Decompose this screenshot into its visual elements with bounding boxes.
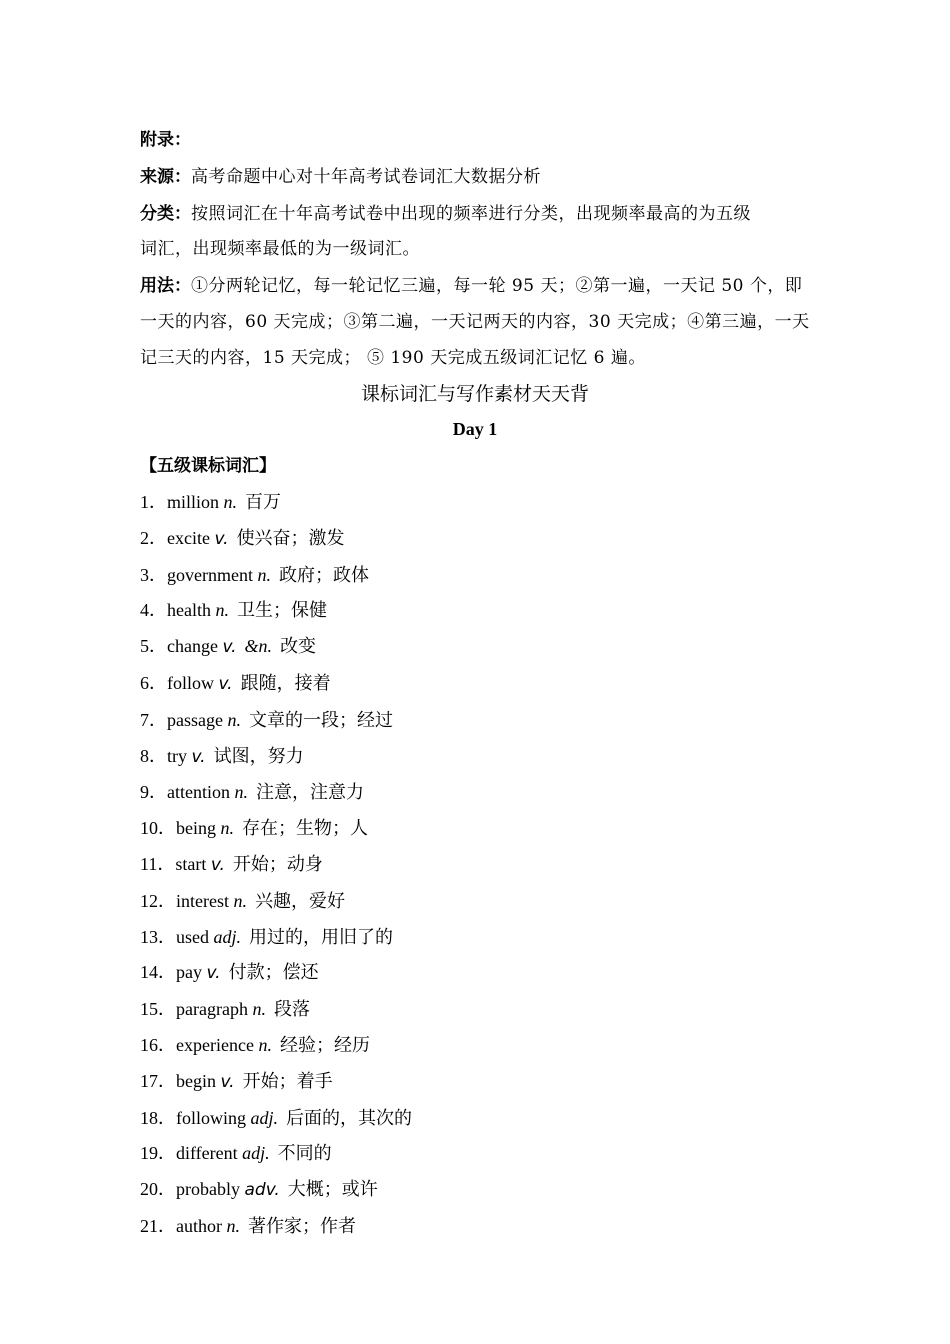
list-item [140, 992, 810, 1028]
entry-part-of-speech: v. [206, 963, 221, 984]
entry-word: probably [176, 1179, 245, 1200]
entry-part-of-speech: v. [210, 854, 225, 875]
entry-part-of-speech: adj. [242, 1143, 270, 1164]
entry-meaning: 注意，注意力 [255, 782, 364, 803]
category-text: 按照词汇在十年高考试卷中出现的频率进行分类，出现频率最高的为五级 [191, 203, 751, 224]
entry-meaning: 不同的 [277, 1143, 332, 1164]
entry-number: 14． [140, 962, 176, 983]
usage-label: 用法： [140, 276, 191, 297]
entry-part-of-speech: adj. [250, 1107, 279, 1128]
entry-word: being [176, 818, 221, 839]
entry-part-of-speech: v. [218, 673, 233, 694]
usage-text-continued-1: 一天的内容，60 天完成；③第二遍，一天记两天的内容，30 天完成；④第三遍，一天 [140, 311, 810, 332]
list-item [140, 739, 810, 776]
entry-meaning: 试图，努力 [213, 745, 304, 766]
entry-part-of-speech: v. [220, 1071, 235, 1092]
entry-number: 4． [140, 600, 167, 621]
entry-part-of-speech: n. [227, 709, 241, 730]
list-item [140, 485, 810, 521]
entry-word: excite [167, 527, 215, 548]
entry-number: 8． [140, 745, 167, 766]
entry-number: 3． [140, 564, 167, 585]
entry-part-of-speech: adv. [244, 1180, 280, 1201]
entry-number: 12． [140, 890, 176, 911]
entry-word: passage [167, 709, 228, 730]
vocabulary-list [140, 485, 810, 1245]
usage-text-continued-2: 记三天的内容，15 天完成； ⑤ 190 天完成五级词汇记忆 6 遍。 [140, 347, 646, 368]
entry-number: 16． [140, 1034, 176, 1055]
appendix-heading: 附录： [140, 130, 191, 150]
entry-meaning: 跟随，接着 [240, 672, 331, 693]
entry-word: following [176, 1107, 251, 1128]
entry-number: 9． [140, 782, 167, 803]
entry-number: 13． [140, 926, 176, 947]
list-item [140, 629, 810, 666]
entry-meaning: 段落 [273, 999, 310, 1020]
entry-word: different [176, 1143, 243, 1164]
entry-number: 5． [140, 636, 167, 657]
entry-number: 21． [140, 1215, 176, 1236]
list-item [140, 1101, 810, 1137]
entry-number: 20． [140, 1179, 176, 1200]
list-item [140, 1136, 810, 1172]
entry-meaning: 付款；偿还 [228, 962, 319, 983]
list-item [140, 955, 810, 992]
list-item [140, 666, 810, 703]
entry-meaning: 兴趣，爱好 [254, 890, 345, 911]
entry-number: 2． [140, 527, 167, 548]
entry-word: pay [176, 962, 207, 983]
entry-meaning: 使兴奋；激发 [236, 527, 345, 548]
entry-word: attention [167, 782, 235, 803]
category-text-continued: 词汇，出现频率最低的为一级词汇。 [140, 239, 420, 260]
entry-part-of-speech: n. [258, 1034, 272, 1055]
entry-word: million [167, 491, 224, 512]
list-item [140, 811, 810, 847]
source-line [140, 159, 810, 196]
entry-word: change [167, 636, 223, 657]
entry-meaning: 开始；动身 [232, 853, 323, 874]
entry-part-of-speech: v. [222, 637, 237, 658]
entry-meaning: 后面的，其次的 [286, 1107, 413, 1128]
entry-number: 7． [140, 709, 167, 730]
entry-number: 15． [140, 999, 176, 1020]
entry-meaning: 开始；着手 [242, 1070, 333, 1091]
entry-number: 10． [140, 818, 176, 839]
entry-word: experience [176, 1034, 259, 1055]
category-line [140, 196, 810, 233]
entry-meaning: 存在；生物；人 [242, 818, 368, 839]
entry-number: 6． [140, 672, 167, 693]
list-item [140, 1028, 810, 1064]
entry-meaning: 著作家；作者 [247, 1215, 356, 1236]
entry-word: health [167, 600, 216, 621]
entry-part-of-speech: n. [220, 818, 234, 839]
entry-meaning: 百万 [245, 491, 282, 512]
entry-meaning: 卫生；保健 [236, 600, 327, 621]
entry-meaning: 大概；或许 [287, 1179, 378, 1200]
entry-part-of-speech: adj. [213, 926, 242, 947]
list-item [140, 521, 810, 558]
section-title: 【五级课标词汇】 [140, 456, 276, 477]
document-subtitle: 课标词汇与写作素材天天背 [360, 383, 589, 405]
usage-text: ①分两轮记忆，每一轮记忆三遍，每一轮 95 天；②第一遍，一天记 50 个，即 [191, 276, 803, 297]
entry-word: interest [176, 890, 234, 911]
entry-word: begin [176, 1070, 221, 1091]
entry-word: start [175, 853, 211, 874]
entry-word: author [176, 1215, 227, 1236]
entry-meaning: 经验；经历 [279, 1034, 370, 1055]
entry-meaning: 改变 [280, 636, 317, 657]
source-label: 来源： [140, 166, 191, 187]
entry-meaning: 政府；政体 [278, 564, 369, 585]
entry-part-of-speech: n. [223, 491, 238, 512]
list-item [140, 1172, 810, 1209]
entry-part-of-speech: v. [214, 528, 229, 549]
source-text: 高考命题中心对十年高考试卷词汇大数据分析 [191, 166, 541, 187]
list-item [140, 593, 810, 629]
entry-number: 11． [140, 853, 176, 874]
entry-part-of-speech-2: &n. [244, 636, 273, 657]
day-title: Day 1 [452, 419, 498, 440]
entry-word: try [167, 745, 192, 766]
entry-part-of-speech: n. [234, 782, 248, 803]
entry-part-of-speech: n. [226, 1215, 240, 1236]
list-item [140, 1209, 810, 1245]
list-item [140, 558, 810, 594]
entry-meaning: 用过的，用旧了的 [249, 926, 394, 947]
entry-part-of-speech: n. [252, 999, 266, 1020]
entry-part-of-speech: n. [257, 564, 271, 585]
entry-part-of-speech: n. [233, 890, 247, 911]
entry-word: paragraph [176, 999, 253, 1020]
entry-part-of-speech: n. [215, 600, 229, 621]
usage-line [140, 268, 810, 305]
entry-number: 19． [140, 1143, 176, 1164]
entry-word: government [167, 564, 258, 585]
entry-number: 17． [140, 1070, 176, 1091]
entry-word: follow [167, 672, 219, 693]
list-item [140, 1064, 810, 1101]
category-label: 分类： [140, 203, 191, 224]
entry-meaning: 文章的一段；经过 [248, 709, 393, 730]
list-item [140, 884, 810, 920]
entry-number: 18． [140, 1107, 176, 1128]
entry-number: 1． [140, 491, 167, 512]
list-item [140, 775, 810, 811]
list-item [140, 703, 810, 739]
entry-word: used [176, 926, 214, 947]
list-item [140, 847, 810, 884]
list-item [140, 920, 810, 956]
entry-part-of-speech: v. [191, 746, 206, 767]
